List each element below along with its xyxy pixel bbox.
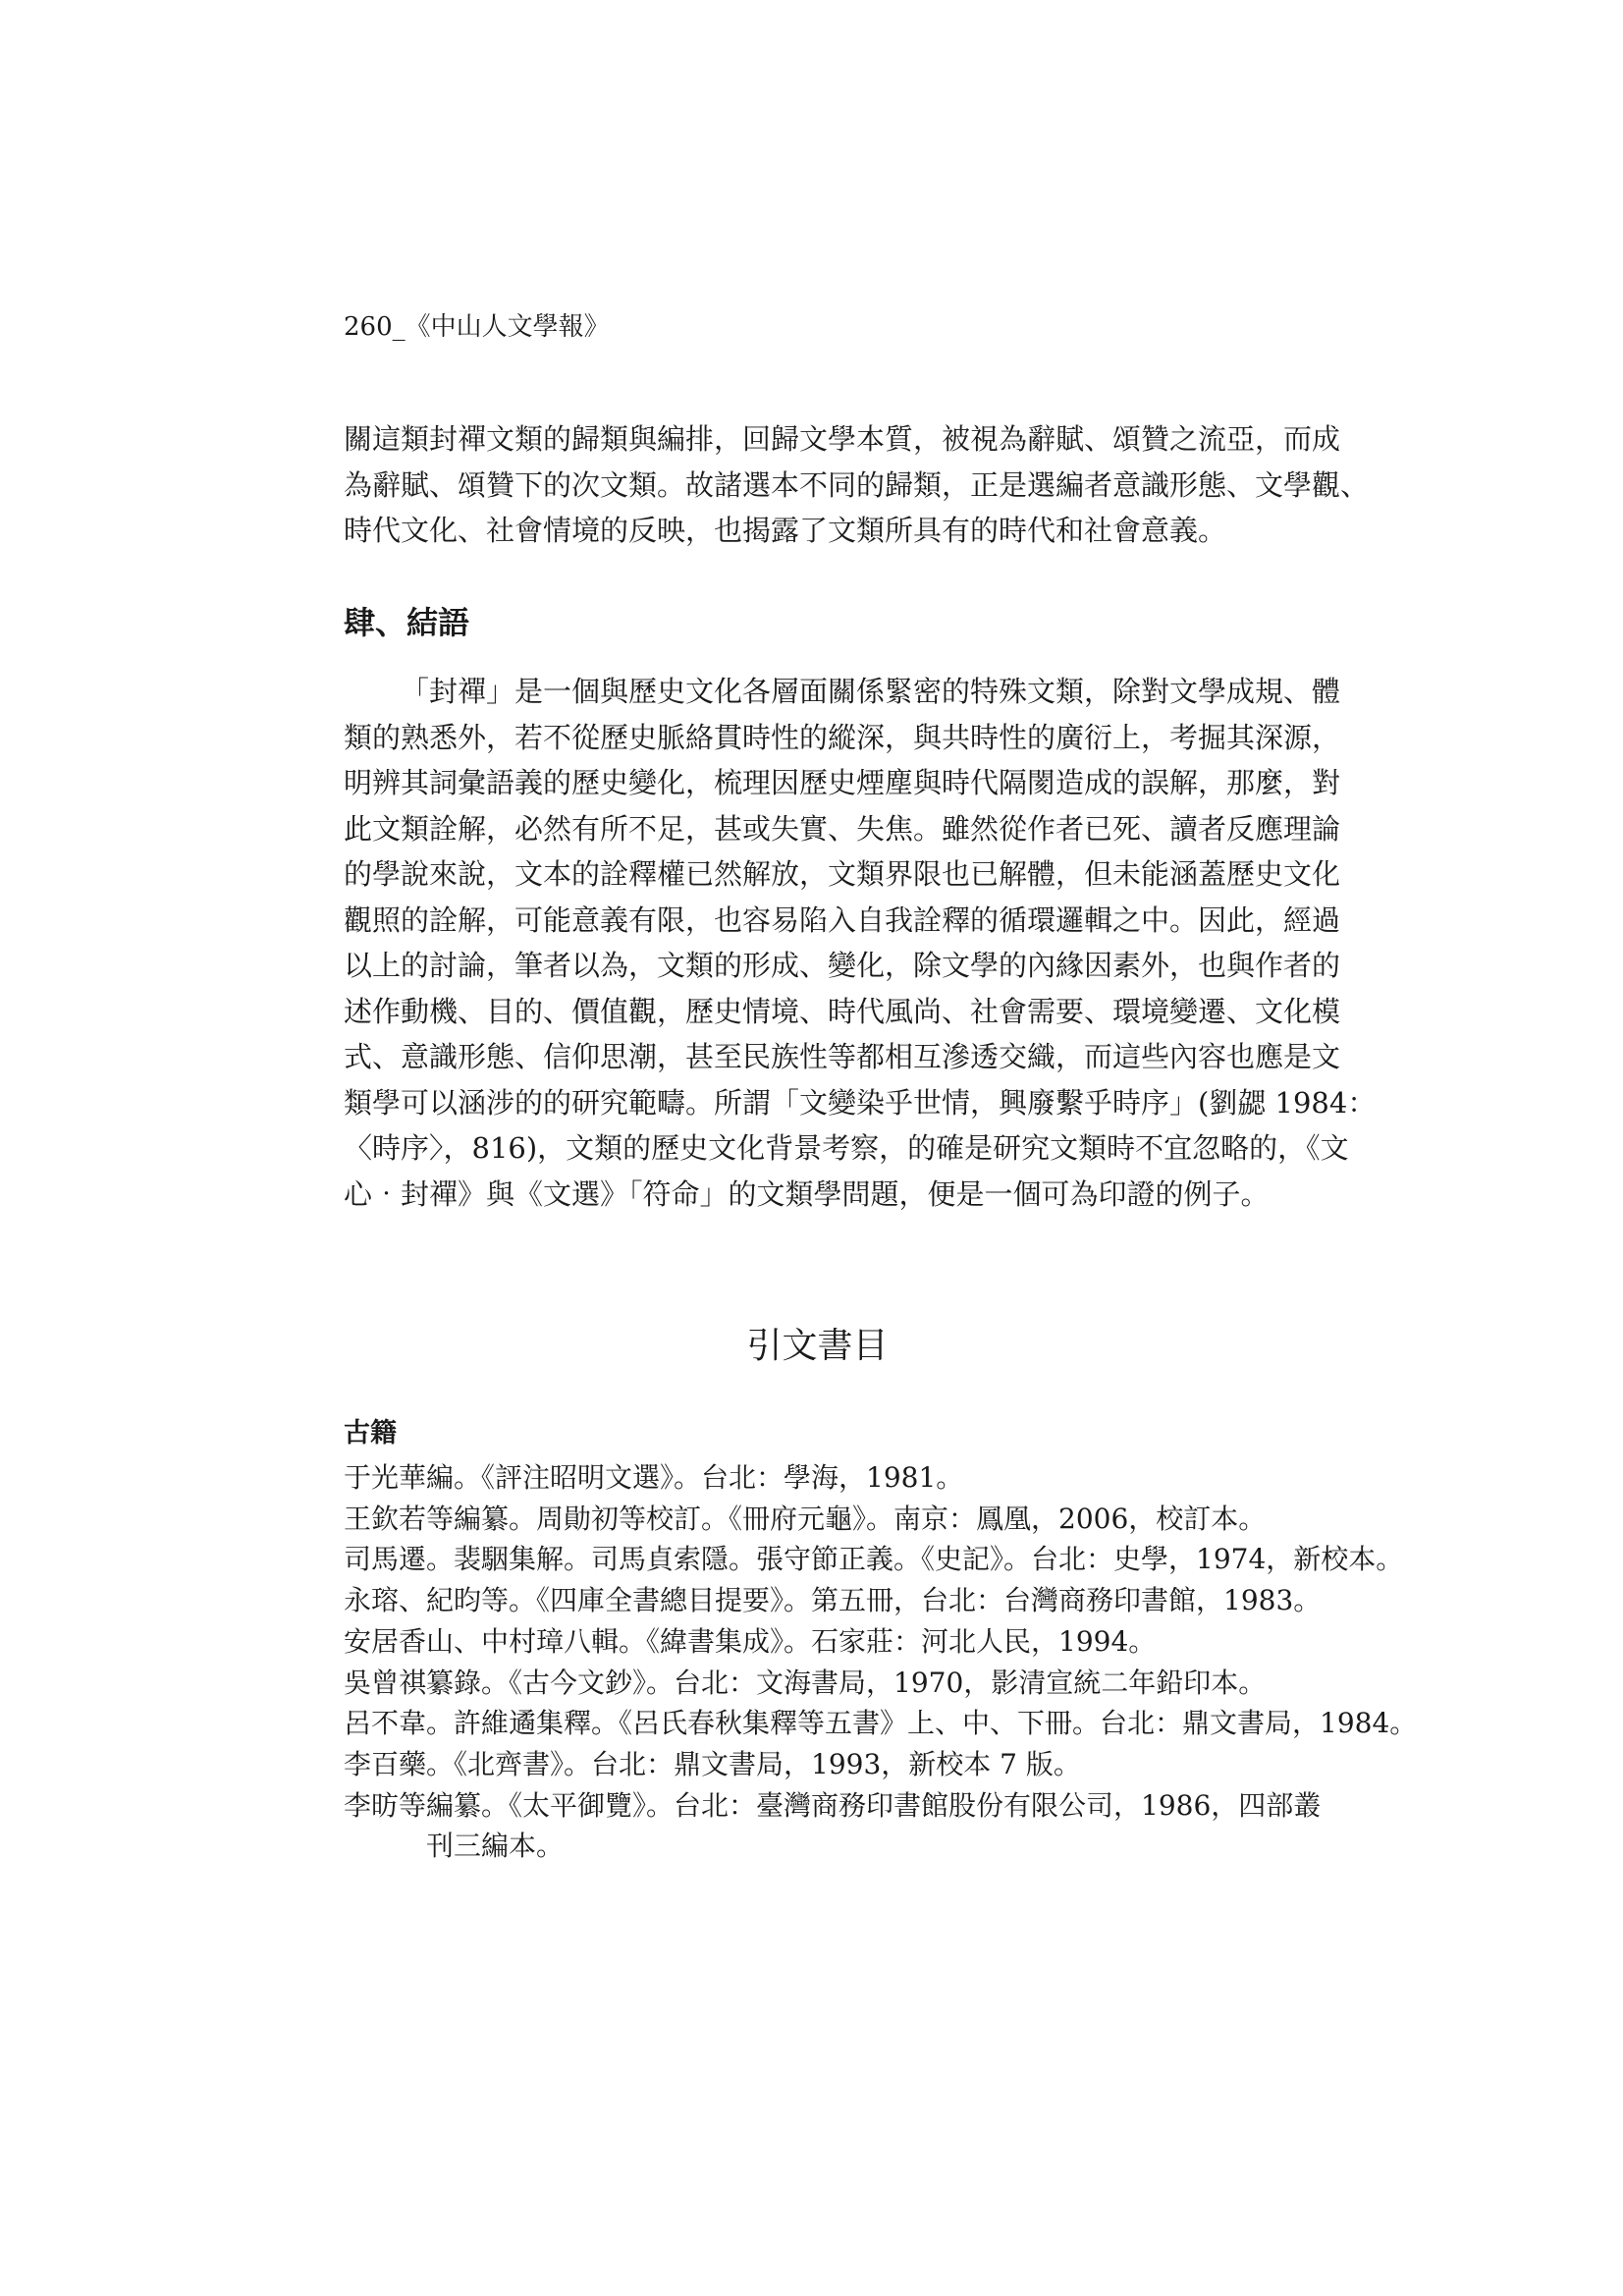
section-heading: 肆、結語 [344,604,470,641]
intro-paragraph [344,416,1370,554]
reference-item: 王欽若等編纂。周勛初等校訂。《冊府元龜》。南京：鳳凰，2006，校訂本。 [344,1502,1267,1535]
running-head: 260_《中山人文學報》 [344,312,610,342]
paragraph-line: 觀照的詮解，可能意義有限，也容易陷入自我詮釋的循環邏輯之中。因此，經過 [344,902,1341,937]
reference-item: 永瑢、紀昀等。《四庫全書總目提要》。第五冊，台北：台灣商務印書館，1983。 [344,1584,1322,1617]
reference-item: 司馬遷。裴駰集解。司馬貞索隱。張守節正義。《史記》。台北：史學，1974，新校本。 [344,1543,1404,1576]
paragraph-line: 明辨其詞彙語義的歷史變化，梳理因歷史煙塵與時代隔閡造成的誤解，那麼，對 [344,766,1341,799]
paragraph-line: 為辭賦、頌贊下的次文類。故諸選本不同的歸類，正是選編者意識形態、文學觀、 [344,467,1370,502]
paragraph-line: 以上的討論，筆者以為，文類的形成、變化，除文學的內緣因素外，也與作者的 [344,949,1341,982]
reference-item: 吳曾祺纂錄。《古今文鈔》。台北：文海書局，1970，影清宣統二年鉛印本。 [344,1666,1267,1699]
reference-item: 李昉等編纂。《太平御覽》。台北：臺灣商務印書館股份有限公司，1986，四部叢 [344,1788,1322,1822]
reference-list [344,1457,1418,1867]
paragraph-line: 〈時序〉，816)，文類的歷史文化背景考察，的確是研究文類時不宜忽略的，《文 [344,1131,1349,1165]
paragraph-line: 的學說來說，文本的詮釋權已然解放，文類界限也已解體，但未能涵蓋歷史文化 [344,857,1341,891]
reference-item-continuation: 刊三編本。 [426,1830,565,1863]
reference-item: 于光華編。《評注昭明文選》。台北：學海，1981。 [344,1461,964,1494]
reference-item: 呂不韋。許維遹集釋。《呂氏春秋集釋等五書》上、中、下冊。台北：鼎文書局，1984。 [344,1707,1418,1740]
paragraph-line: 此文類詮解，必然有所不足，甚或失實、失焦。雖然從作者已死、讀者反應理論 [344,811,1341,846]
conclusion-paragraph [344,669,1377,1217]
reference-item: 安居香山、中村璋八輯。《緯書集成》。石家莊：河北人民，1994。 [344,1624,1157,1658]
references-title: 引文書目 [746,1326,889,1366]
reference-item: 李百藥。《北齊書》。台北：鼎文書局，1993，新校本 7 版。 [344,1747,1081,1780]
paragraph-line: 式、意識形態、信仰思潮，甚至民族性等都相互滲透交織，而這些內容也應是文 [344,1040,1341,1073]
references-subheading: 古籍 [344,1418,397,1449]
paragraph-line: 類學可以涵涉的的研究範疇。所謂「文變染乎世情，興廢繫乎時序」(劉勰 1984： [344,1085,1377,1120]
paragraph-line: 類的熟悉外，若不從歷史脈絡貫時性的縱深，與共時性的廣衍上，考掘其深源， [344,720,1341,754]
paragraph-line: 心‧封禪》與《文選》「符命」的文類學問題，便是一個可為印證的例子。 [344,1176,1270,1211]
paragraph-line: 關這類封禪文類的歸類與編排，回歸文學本質，被視為辭賦、頌贊之流亞，而成 [344,422,1341,456]
paragraph-line: 述作動機、目的、價值觀，歷史情境、時代風尚、社會需要、環境變遷、文化模 [344,994,1341,1028]
paragraph-line: 時代文化、社會情境的反映，也揭露了文類所具有的時代和社會意義。 [344,514,1227,547]
paragraph-line: 「封禪」是一個與歷史文化各層面關係緊密的特殊文類，除對文學成規、體 [401,675,1341,708]
